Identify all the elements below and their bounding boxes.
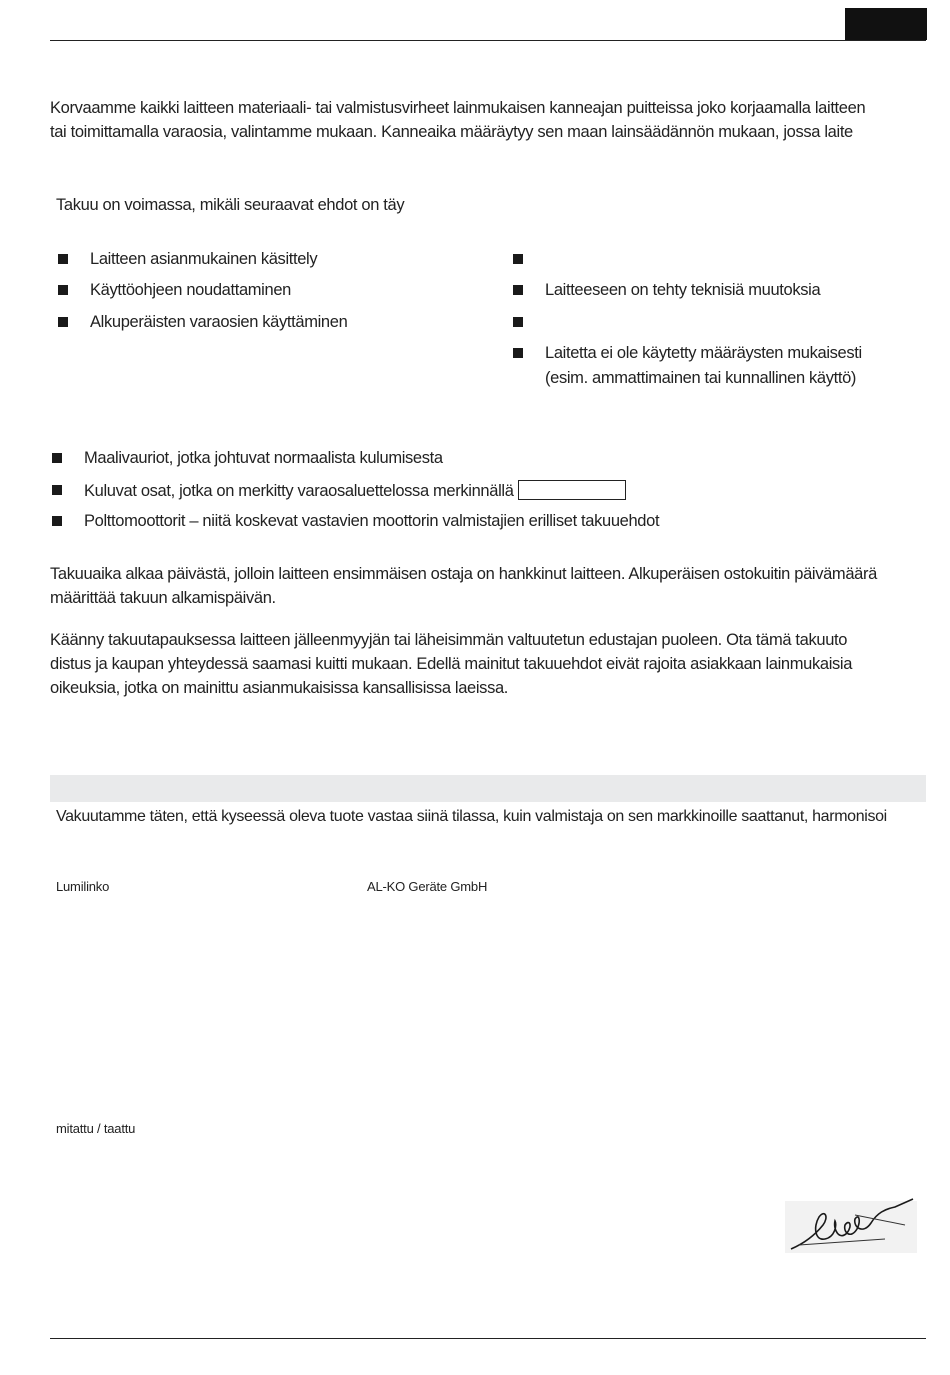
signature-icon [785,1195,920,1257]
warranty-contact-line: distus ja kaupan yhteydessä saamasi kuitti mukaan. Edellä mainitut takuuehdot eivät rajoita asiakkaan lainmukaisia [50,655,853,673]
bullet-icon [58,254,68,264]
product-name: Lumilinko [56,879,110,894]
header-rule [50,40,926,41]
condition-right-item: Laitetta ei ole käytetty määräysten mukaisesti [545,344,862,362]
warranty-contact [50,628,926,700]
condition-left-item: Alkuperäisten varaosien käyttäminen [90,313,348,331]
warranty-start-line: Takuuaika alkaa päivästä, jolloin laitteen ensimmäisen ostaja on hankkinut laitteen. Alkuperäisen ostokuitin päivämäärä [50,565,877,583]
bullet-icon [513,348,523,358]
warranty-contact-line: Käänny takuutapauksessa laitteen jälleenmyyjän tai läheisimmän valtuutetun edustajan puoleen. Ota tämä takuuto [50,631,848,649]
exclusion-item: Kuluvat osat, jotka on merkitty varaosaluettelossa merkinnällä [84,482,514,500]
condition-right-item: Laitteeseen on tehty teknisiä muutoksia [545,281,821,299]
manufacturer-name: AL-KO Geräte GmbH [367,879,488,894]
warranty-intro [50,96,926,144]
condition-right-item-continuation: (esim. ammattimainen tai kunnallinen käyttö) [545,369,857,387]
bullet-icon [52,485,62,495]
exclusion-item-wear-parts [84,480,626,501]
warranty-intro-line: Korvaamme kaikki laitteen materiaali- tai valmistusvirheet lainmukaisen kanneajan puitteissa joko korjaamalla laitteen [50,99,866,117]
declaration-header-band [50,775,926,802]
warranty-contact-line: oikeuksia, jotka on mainittu asianmukaisissa kansallisissa laeissa. [50,679,509,697]
condition-left-item: Käyttöohjeen noudattaminen [90,281,291,299]
measured-guaranteed-label: mitattu / taattu [56,1121,136,1136]
bullet-icon [52,453,62,463]
exclusion-item: Maalivauriot, jotka johtuvat normaalista kulumisesta [84,449,443,467]
bullet-icon [58,285,68,295]
conditions-intro: Takuu on voimassa, mikäli seuraavat ehdot on täy [56,196,405,214]
bullet-icon [513,317,523,327]
condition-left-item: Laitteen asianmukainen käsittely [90,250,318,268]
warranty-intro-line: tai toimittamalla varaosia, valintamme mukaan. Kanneaika määräytyy sen maan lainsäädännön mukaan, jossa laite [50,123,853,141]
warranty-start-line: määrittää takuun alkamispäivän. [50,589,276,607]
bullet-icon [513,254,523,264]
bullet-icon [58,317,68,327]
page-number-tab [845,8,927,40]
footer-rule [50,1338,926,1339]
wear-part-marker-box [518,480,626,500]
exclusion-item: Polttomoottorit – niitä koskevat vastavien moottorin valmistajien erilliset takuuehdot [84,512,660,530]
warranty-start [50,562,926,610]
bullet-icon [513,285,523,295]
bullet-icon [52,516,62,526]
declaration-text: Vakuutamme täten, että kyseessä oleva tuote vastaa siinä tilassa, kuin valmistaja on sen markkinoille saattanut, harmonisoi [56,808,887,825]
